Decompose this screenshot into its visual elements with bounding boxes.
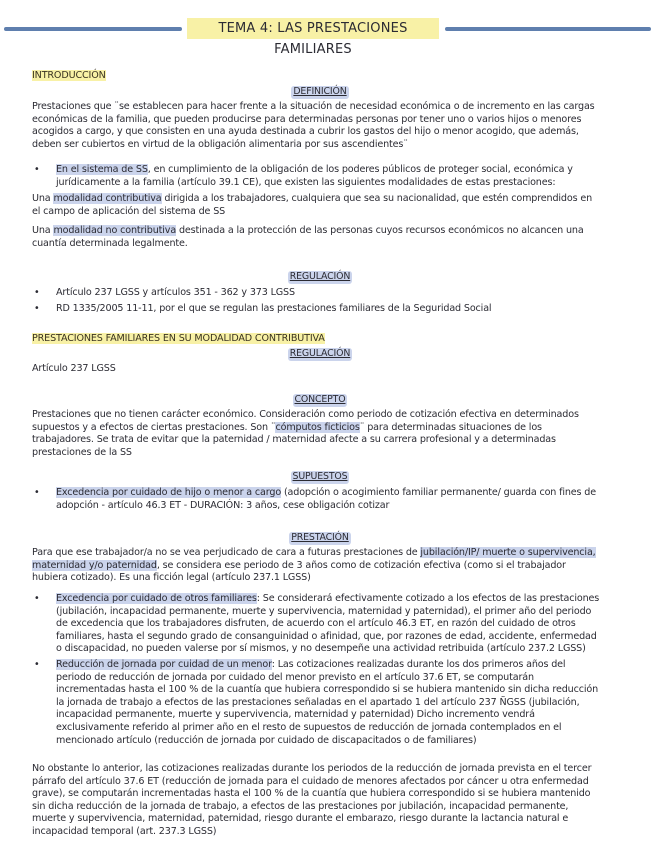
supuestos-list	[32, 487, 602, 512]
regulacion-item: • Artículo 237 LGSS y artículos 351 - 362 y 373 LGSS	[32, 287, 602, 300]
definicion-label: DEFINICIÓN	[293, 86, 347, 97]
contributiva-regulacion-text: Artículo 237 LGSS	[32, 363, 116, 374]
intro-bullet-list	[32, 164, 602, 189]
modalidad-contributiva-text: Una modalidad contributiva dirigida a los trabajadores, cualquiera que sea su nacionalidad, que estén comprendidos en el campo de aplicación del sistema de SS	[32, 193, 593, 217]
contributiva-regulacion-label: REGULACIÓN	[289, 348, 351, 359]
prestacion-label: PRESTACIÓN	[291, 532, 349, 543]
concepto-text: Prestaciones que no tienen carácter económico. Consideración como periodo de cotización efectiva en determinados supuestos y a efectos de ciertas prestaciones. Son ¨cómputos ficticios¨ para determinadas situaciones de los trabajadores. Se trata de evitar que la paternidad / maternidad afecte a su carrera profesional y a determinadas prestaciones de la SS	[32, 409, 579, 458]
supuestos-label: SUPUESTOS	[292, 471, 348, 482]
intro-bullet: • En el sistema de SS, en cumplimiento de la obligación de los poderes públicos de proteger social, económica y jurídicamente a la familia (artículo 39.1 CE), que existen las siguientes modalidades de estas prestaciones:	[32, 164, 602, 189]
page-title: TEMA 4: LAS PRESTACIONES FAMILIARES	[187, 18, 439, 39]
intro-heading: INTRODUCCIÓN	[32, 70, 106, 81]
prestacion-item-excedencia: • Excedencia por cuidado de otros familiares: Se considerará efectivamente cotizado a los efectos de las prestaciones (jubilación, incapacidad permanente, muerte y supervivencia, maternidad y paternidad), el primer año del periodo de excedencia que los trabajadores disfruten, de acuerdo con el artículo 46.3 ET, en razón del cuidado de otros familiares, hasta el segundo grado de consanguinidad o afinidad, que, por razones de edad, accidente, enfermedad o discapacidad, no pueden valerse por sí mismos, y no desempeñe una actividad retribuida (artículo 237.2 LGSS)	[32, 593, 602, 656]
title-rule-left	[4, 27, 182, 31]
definition-text: Prestaciones que ¨se establecen para hacer frente a la situación de necesidad económica o de incremento en las cargas económicas de la familia, que pueden producirse para determinadas personas por tener uno o varios hijos o menores acogidos a cargo, y que consisten en una ayuda destinada a cubrir los gastos del hijo o menor acogido, que además, deben ser cubiertos en virtud de la obligación alimentaria por sus ascendientes¨	[32, 101, 595, 150]
contributiva-heading: PRESTACIONES FAMILIARES EN SU MODALIDAD CONTRIBUTIVA	[32, 333, 325, 344]
prestacion-item-reduccion: • Reducción de jornada por cuidad de un menor: Las cotizaciones realizadas durante los dos primeros años del periodo de reducción de jornada por cuidado del menor previsto en el artículo 37.6 ET, se computarán incrementadas hasta el 100 % de la cuantía que hubiera correspondido si se hubiera mantenido sin dicha reducción la jornada de trabajo a efectos de las prestaciones señaladas en el apartado 1 del artículo 237 ÑGSS (jubilación, incapacidad permanente, muerte y supervivencia, maternidad y paternidad) Dicho incremento vendrá exclusivamente referido al primer año en el resto de supuestos de reducción de jornada contemplados en el mencionado artículo (reducción de jornada por cuidado de discapacitados o de familiares)	[32, 659, 602, 747]
concepto-label: CONCEPTO	[294, 394, 346, 405]
title-row	[0, 18, 655, 57]
regulacion-list	[32, 287, 602, 315]
supuestos-item: • Excedencia por cuidado de hijo o menor a cargo (adopción o acogimiento familiar permanente/ guarda con fines de adopción - artículo 46.3 ET - DURACIÓN: 3 años, cese obligación cotizar	[32, 487, 602, 512]
final-paragraph: No obstante lo anterior, las cotizaciones realizadas durante los periodos de la reducción de jornada prevista en el tercer párrafo del artículo 37.6 ET (reducción de jornada para el cuidado de menores afectados por cáncer u otra enfermedad grave), se computarán incrementadas hasta el 100 % de la cuantía que hubiera correspondido si se hubiera mantenido sin dicha reducción de la jornada de trabajo, a efectos de las prestaciones por jubilación, incapacidad permanente, muerte y supervivencia, maternidad, paternidad, riesgo durante el embarazo, riesgo durante la lactancia natural e incapacidad temporal (art. 237.3 LGSS)	[32, 763, 592, 837]
regulacion-item: • RD 1335/2005 11-11, por el que se regulan las prestaciones familiares de la Seguridad Social	[32, 303, 602, 316]
modalidad-no-contributiva-text: Una modalidad no contributiva destinada a la protección de las personas cuyos recursos económicos no alcancen una cuantía determinada legalmente.	[32, 225, 584, 249]
title-rule-right	[445, 27, 651, 31]
prestacion-text: Para que ese trabajador/a no se vea perjudicado de cara a futuras prestaciones de jubilación/IP/ muerte o supervivencia, maternidad y/o paternidad, se considera ese periodo de 3 años como de cotización efectiva (como si el trabajador hubiera cotizado). Es una ficción legal (artículo 237.1 LGSS)	[32, 547, 596, 584]
prestacion-list	[32, 593, 602, 747]
regulacion-label: REGULACIÓN	[289, 271, 351, 282]
